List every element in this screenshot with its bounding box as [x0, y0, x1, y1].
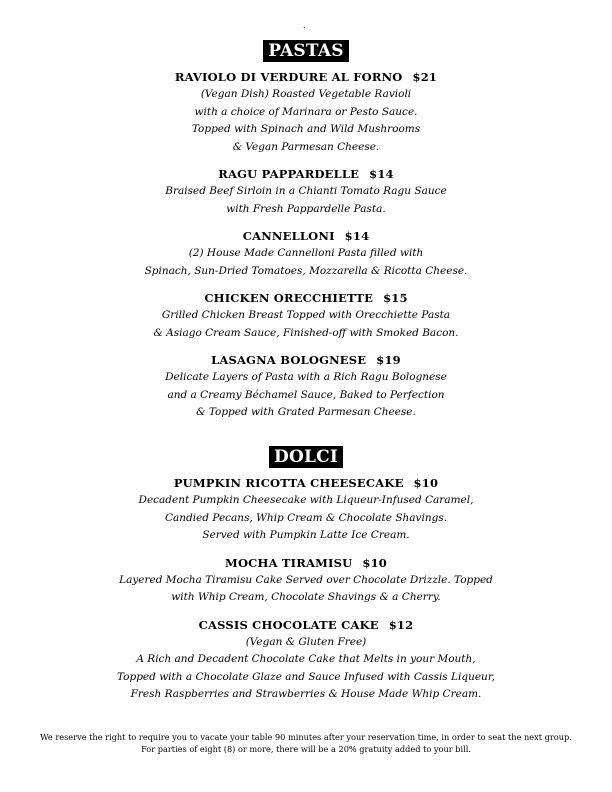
item-name: LASAGNA BOLOGNESE	[211, 353, 367, 367]
item-description: with a choice of Marinara or Pesto Sauce.	[194, 105, 418, 118]
item-name: RAGU PAPPARDELLE	[218, 167, 360, 181]
item-title	[0, 68, 612, 86]
item-name: RAVIOLO DI VERDURE AL FORNO	[174, 70, 403, 84]
item-description: Topped with a Chocolate Glaze and Sauce Infused with Cassis Liqueur,	[116, 670, 496, 683]
item-price: $21	[412, 70, 438, 84]
item-description: (Vegan Dish) Roasted Vegetable Ravioli	[200, 88, 412, 100]
menu-item	[0, 165, 612, 218]
footer-line: We reserve the right to require you to vacate your table 90 minutes after your reservation time, in order to seat the next group.	[40, 732, 572, 742]
menu-item	[0, 227, 612, 280]
pastas-section	[0, 40, 612, 422]
menu-item	[0, 68, 612, 156]
pastas-heading: PASTAS	[263, 40, 348, 62]
item-description: Layered Mocha Tiramisu Cake Served over Chocolate Drizzle. Topped	[119, 573, 493, 586]
item-title	[0, 165, 612, 183]
item-description: Topped with Spinach and Wild Mushrooms	[191, 123, 421, 135]
item-price: $15	[383, 291, 408, 305]
top-mark: .	[303, 21, 306, 30]
menu-item	[0, 289, 612, 342]
item-description: A Rich and Decadent Chocolate Cake that Melts in your Mouth,	[136, 653, 476, 665]
item-description: Spinach, Sun-Dried Tomatoes, Mozzarella & Ricotta Cheese.	[144, 264, 468, 277]
item-description: (Vegan & Gluten Free)	[245, 635, 367, 648]
item-price: $10	[413, 476, 439, 490]
item-price: $19	[376, 353, 401, 367]
dolci-heading: DOLCI	[269, 446, 343, 468]
item-description: Decadent Pumpkin Cheesecake with Liqueur-Infused Caramel,	[138, 494, 474, 506]
item-price: $12	[388, 617, 414, 632]
item-name: CASSIS CHOCOLATE CAKE	[198, 617, 379, 632]
item-description: Candied Pecans, Whip Cream & Chocolate Shavings.	[164, 511, 448, 524]
dolci-heading-wrap	[0, 446, 612, 468]
item-name: CHICKEN ORECCHIETTE	[204, 291, 374, 305]
item-description: & Vegan Parmesan Cheese.	[232, 140, 380, 153]
item-description: (2) House Made Cannelloni Pasta filled with	[188, 247, 424, 259]
menu-item	[0, 351, 612, 422]
item-title	[0, 474, 612, 492]
item-title	[0, 351, 612, 369]
item-description: Served with Pumpkin Latte Ice Cream.	[202, 529, 410, 541]
menu-item	[0, 474, 612, 545]
footer-notice	[0, 732, 612, 755]
dolci-section	[0, 446, 612, 704]
item-title	[0, 227, 612, 245]
item-description: & Topped with Grated Parmesan Cheese.	[196, 406, 416, 418]
item-title	[0, 616, 612, 634]
item-description: and a Creamy Béchamel Sauce, Baked to Perfection	[167, 388, 445, 401]
pastas-heading-wrap	[0, 40, 612, 62]
item-title	[0, 554, 612, 572]
item-description: with Fresh Pappardelle Pasta.	[226, 202, 386, 215]
item-name: MOCHA TIRAMISU	[225, 555, 353, 570]
item-description: Braised Beef Sirloin in a Chianti Tomato Ragu Sauce	[165, 185, 447, 197]
item-price: $14	[344, 229, 370, 243]
item-description: Grilled Chicken Breast Topped with Orecchiette Pasta	[161, 309, 451, 321]
item-price: $14	[369, 167, 394, 181]
item-description: Delicate Layers of Pasta with a Rich Ragu Bolognese	[165, 371, 447, 383]
footer-line: For parties of eight (8) or more, there will be a 20% gratuity added to your bill.	[141, 743, 471, 754]
item-title	[0, 289, 612, 307]
item-price: $10	[362, 555, 387, 570]
menu-item	[0, 616, 612, 704]
item-description: Fresh Raspberries and Strawberries & House Made Whip Cream.	[130, 688, 482, 700]
item-name: CANNELLONI	[242, 229, 335, 243]
item-name: PUMPKIN RICOTTA CHEESECAKE	[173, 476, 404, 490]
menu-item	[0, 554, 612, 607]
item-description: with Whip Cream, Chocolate Shavings & a Cherry.	[171, 591, 441, 603]
item-description: & Asiago Cream Sauce, Finished-off with Smoked Bacon.	[153, 326, 459, 339]
